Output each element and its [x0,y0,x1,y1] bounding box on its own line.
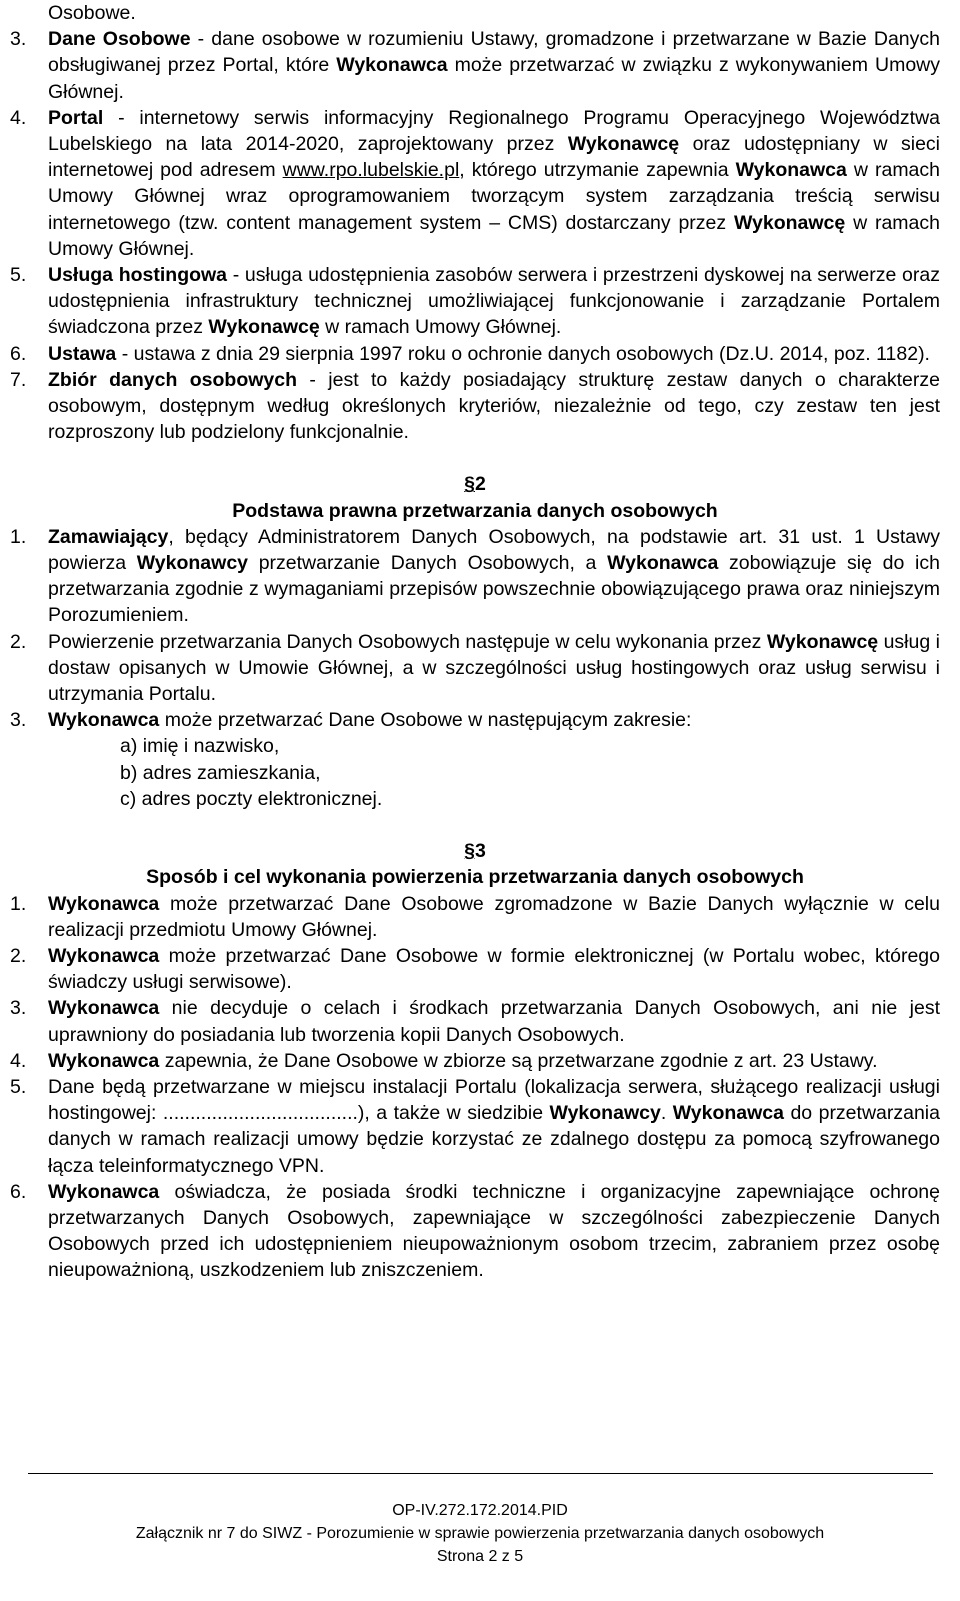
section-3-item-4: 4. Wykonawca zapewnia, że Dane Osobowe w zbiorze są przetwarzane zgodnie z art. 23 Ustawy. [10,1049,878,1072]
section-3-item-1: 1. Wykonawca może przetwarzać Dane Osobowe zgromadzone w Bazie Danych wyłącznie w celu realizacji przedmiotu Umowy Głównej. [10,892,940,941]
section-3-item-3: 3. Wykonawca nie decyduje o celach i środkach przetwarzania Danych Osobowych, ani nie jest uprawniony do posiadania lub tworzenia kopii Danych Osobowych. [10,997,940,1046]
footer-annex-title: Załącznik nr 7 do SIWZ - Porozumienie w sprawie powierzenia przetwarzania danych osobowych [135,1525,825,1542]
definition-7: 7. Zbiór danych osobowych - jest to każdy posiadający strukturę zestaw danych o charakterze osobowym, dostępnym według określonych kryteriów, niezależnie od tego, czy zestaw ten jest rozproszony lub podzielony funkcjonalnie. [10,368,940,444]
section-2-item-1: 1. Zamawiający, będący Administratorem Danych Osobowych, na podstawie art. 31 ust. 1 Ustawy powierza Wykonawcy przetwarzanie Danych Osobowych, a Wykonawca zobowiązuje się do ich przetwarzania zgodnie z wymaganiami przepisów powszechnie obowiązującego prawa oraz niniejszym Porozumieniem. [10,525,940,627]
footer-reference: OP-IV.272.172.2014.PID [392,1502,568,1519]
section-3-item-6: 6. Wykonawca oświadcza, że posiada środki techniczne i organizacyjne zapewniające ochronę przetwarzanych Danych Osobowych, zapewniające w szczególności zabezpieczenie Danych Osobowych przed ich udostępnieniem nieupoważnionym osobom trzecim, zabraniem przez osobę nieupoważnioną, uszkodzeniem lub zniszczeniem. [10,1180,940,1282]
document-body [10,0,940,1284]
section-2-item-2: 2. Powierzenie przetwarzania Danych Osobowych następuje w celu wykonania przez Wykonawcę usług i dostaw opisanych w Umowie Głównej, a w szczególności usług hostingowych oraz usług serwisu i utrzymania Portalu. [10,630,940,706]
definition-4: 4. Portal - internetowy serwis informacyjny Regionalnego Programu Operacyjnego Województwa Lubelskiego na lata 2014-2020, zaprojektowany przez Wykonawcę oraz udostępniany w sieci internetowej pod adresem www.rpo.lubelskie.pl, którego utrzymanie zapewnia Wykonawca w ramach Umowy Głównej wraz oprogramowaniem tworzącym system zarządzania treścią serwisu internetowego (tzw. content management system – CMS) dostarczany przez Wykonawcę w ramach Umowy Głównej. [10,106,940,260]
scope-item-a: a) imię i nazwisko, [120,735,280,758]
section-2-item-3: 3. Wykonawca może przetwarzać Dane Osobowe w następującym zakresie: [10,709,692,732]
scope-item-b: b) adres zamieszkania, [120,761,321,784]
section-3-item-5: 5. Dane będą przetwarzane w miejscu instalacji Portalu (lokalizacja serwera, służącego realizacji usługi hostingowej: ....................................), a także w siedzibie Wykonawcy. Wykonawca do przetwarzania danych w ramach realizacji umowy będzie korzystać ze zdalnego dostępu za pomocą szyfrowanego łącza teleinformatycznego VPN. [10,1075,940,1177]
footer-divider [28,1473,933,1474]
definition-5: 5. Usługa hostingowa - usługa udostępnienia zasobów serwera i przestrzeni dyskowej na serwerze oraz udostępnienia infrastruktury technicznej umożliwiającej funkcjonowanie i zarządzanie Portalem świadczona przez Wykonawcę w ramach Umowy Głównej. [10,264,940,339]
scope-item-c: c) adres poczty elektronicznej. [120,787,383,810]
section-2-number: §2 [464,473,486,496]
section-2-title: Podstawa prawna przetwarzania danych osobowych [232,499,718,522]
section-3-title: Sposób i cel wykonania powierzenia przetwarzania danych osobowych [146,866,804,889]
section-3-number: §3 [464,840,486,863]
section-3-item-2: 2. Wykonawca może przetwarzać Dane Osobowe w formie elektronicznej (w Portalu wobec, którego świadczy usługi serwisowe). [10,944,940,994]
portal-link[interactable]: www.rpo.lubelskie.pl [282,159,460,182]
definition-6: 6. Ustawa - ustawa z dnia 29 sierpnia 1997 roku o ochronie danych osobowych (Dz.U. 2014, poz. 1182). [10,342,930,365]
definition-3: 3. Dane Osobowe - dane osobowe w rozumieniu Ustawy, gromadzone i przetwarzane w Bazie Danych obsługiwanej przez Portal, które Wykonawca może przetwarzać w związku z wykonywaniem Umowy Głównej. [10,28,940,103]
footer-page-number: Strona 2 z 5 [436,1548,524,1565]
top-fragment: Osobowe. [48,2,136,24]
